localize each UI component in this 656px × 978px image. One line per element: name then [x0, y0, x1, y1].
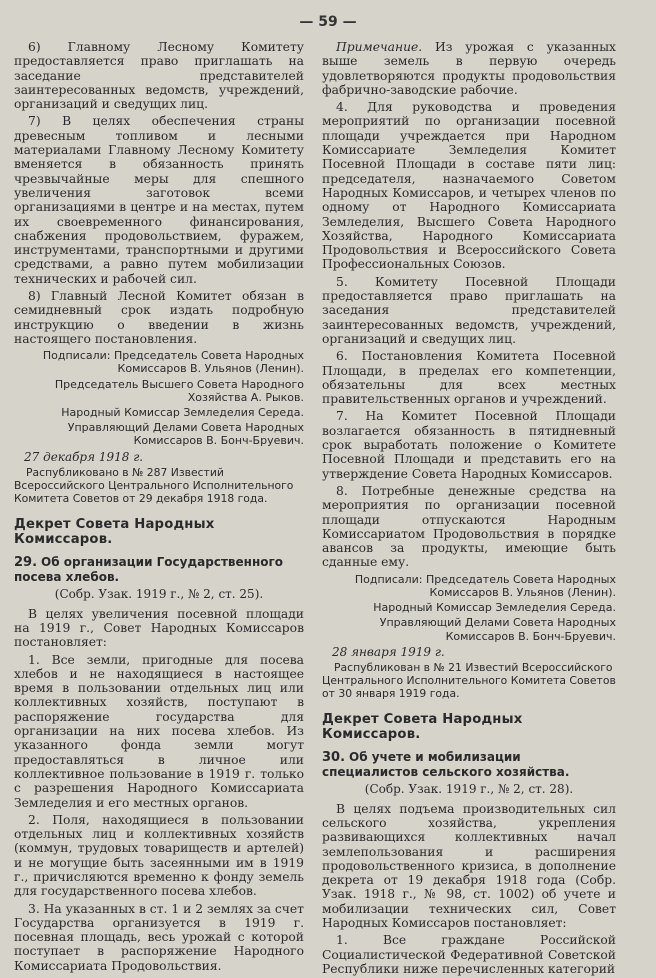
decree-date: 27 декабря 1918 г. — [24, 449, 144, 464]
source-citation: (Собр. Узак. 1919 г., № 2, ст. 25). — [54, 586, 264, 601]
source-citation: (Собр. Узак. 1919 г., № 2, ст. 28). — [364, 781, 574, 796]
article-heading — [322, 750, 616, 779]
signature-line: Управляющий Делами Совета Народных Комиссаров В. Бонч-Бруевич. — [67, 421, 304, 448]
paragraph-8: 8) Главный Лесной Комитет обязан в семидневный срок издать подробную инструкцию о введении в жизнь настоящего постановления. — [14, 289, 304, 346]
signature-line: Подписали: Председатель Совета Народных Комиссаров В. Ульянов (Ленин). — [42, 349, 304, 376]
signature-line: Председатель Высшего Совета Народного Хозяйства А. Рыков. — [54, 377, 304, 404]
article-1: 1. Все земли, пригодные для посева хлебов и не находящиеся в настоящее время в пользовании отдельных лиц или коллективных хозяйств, поступают в распоряжение государства для организации на них посева хлебов. Из указанного фонда земли могут предоставляться в личное или коллективное пользование в 1919 г. только с разрешения Народного Комиссариата Земледелия и его местных органов. — [14, 652, 304, 810]
paragraph-7: 7) В целях обеспечения страны древесным топливом и лесными материалами Главному Лесному Комитету вменяется в обязанность принять чрезвычайные меры для спешного увеличения заготовок всеми организациями в центре и на местах, путем их своевременного финансирования, снабжения продовольствием, фуражем, инструментами, транспортными и другими средствами, а равно путем мобилизации технических и рабочей сил. — [14, 114, 304, 286]
note-text: Из урожая с указанных выше земель в первую очередь удовлетворяются продукты продовольствия фабрично-заводские рабочие. — [322, 40, 616, 97]
article-4: 4. Для руководства и проведения мероприятий по организации посевной площади учреждается при Народном Комиссариате Земледелия Комитет Посевной Площади в составе пяти лиц: председателя, назначаемого Советом Народных Комиссаров, и четырех членов по одному от Народного Комиссариата Земледелия, Высшего Совета Народного Хозяйства, Народного Комиссариата Продовольствия и Всероссийского Совета Профессиональных Союзов. — [322, 100, 616, 272]
left-column — [14, 40, 304, 976]
page-number: — 59 — — [299, 14, 357, 30]
decree-date: 28 января 1919 г. — [332, 644, 445, 659]
note-paragraph — [322, 40, 616, 97]
article-6: 6. Постановления Комитета Посевной Площади, в пределах его компетенции, обязательны для всех местных правительственных органов и учреждений. — [322, 349, 616, 407]
right-column — [322, 40, 616, 978]
article-7: 7. На Комитет Посевной Площади возлагается обязанность в пятидневный срок выработать положение о Комитете Посевной Площади и представить его на утверждение Совета Народных Комиссаров. — [322, 409, 616, 481]
signature-line: Управляющий Делами Совета Народных Комиссаров В. Бонч-Бруевич. — [379, 616, 616, 643]
article-number: 29. — [14, 554, 38, 570]
paragraph-6: 6) Главному Лесному Комитету предоставляется право приглашать на заседание представителей заинтересованных ведомств, учреждений, организаций и сведущих лиц. — [14, 40, 304, 112]
signature-line: Подписали: Председатель Совета Народных Комиссаров В. Ульянов (Ленин). — [354, 572, 616, 599]
decree-intro: В целях подъема производительных сил сельского хозяйства, укрепления развивающихся коллективных начал землепользования и расширения продовольственного кризиса, в дополнение декрета от 19 декабря 1918 года (Собр. Узак. 1918 г., № 98, ст. 1002) об учете и мобилизации технических сил, Совет Народных Комиссаров постановляет: — [322, 801, 616, 931]
decree-title: Декрет Совета Народных Комиссаров. — [322, 711, 523, 742]
decree-intro: В целях увеличения посевной площади на 1919 г., Совет Народных Комиссаров постановляет: — [14, 606, 304, 650]
article-title: Об учете и мобилизации специалистов сельского хозяйства. — [322, 749, 570, 779]
signature-line: Народный Комиссар Земледелия Середа. — [61, 406, 304, 420]
article-heading — [14, 555, 304, 584]
note-label: Примечание. — [336, 40, 423, 54]
article-2: 2. Поля, находящиеся в пользовании отдельных лиц и коллективных хозяйств (коммун, трудовых товариществ и артелей) и не могущие быть засеянными им в 1919 г., причисляются временно к фонду земель для государственного посева хлебов. — [14, 812, 304, 899]
article-number: 30. — [322, 749, 346, 765]
publication-note: Распубликовано в № 287 Известий Всероссийского Центрального Исполнительного Комитета Советов от 29 декабря 1918 года. — [14, 465, 294, 505]
signature-line: Народный Комиссар Земледелия Середа. — [373, 601, 616, 615]
publication-note: Распубликован в № 21 Известий Всероссийского Центрального Исполнительного Комитета Советов от 30 января 1919 года. — [322, 660, 616, 700]
article-title: Об организации Государственного посева хлебов. — [14, 554, 283, 584]
article-8: 8. Потребные денежные средства на мероприятия по организации посевной площади отпускаются Народным Комиссариатом Продовольствия в порядке авансов за продукты, имеющие быть сданные ему. — [322, 483, 616, 570]
article-3: 3. На указанных в ст. 1 и 2 землях за счет Государства организуется в 1919 г. посевная площадь, весь урожай с которой поступает в распоряжение Народного Комиссариата Продовольствия. — [14, 901, 304, 973]
article-1: 1. Все граждане Российской Социалистической Федеративной Советской Республики ниже перечисленных категорий — [322, 933, 616, 976]
decree-title: Декрет Совета Народных Комиссаров. — [14, 516, 215, 547]
article-5: 5. Комитету Посевной Площади предоставляется право приглашать на заседания представителей заинтересованных ведомств, учреждений, организаций и сведущих лиц. — [322, 274, 616, 346]
